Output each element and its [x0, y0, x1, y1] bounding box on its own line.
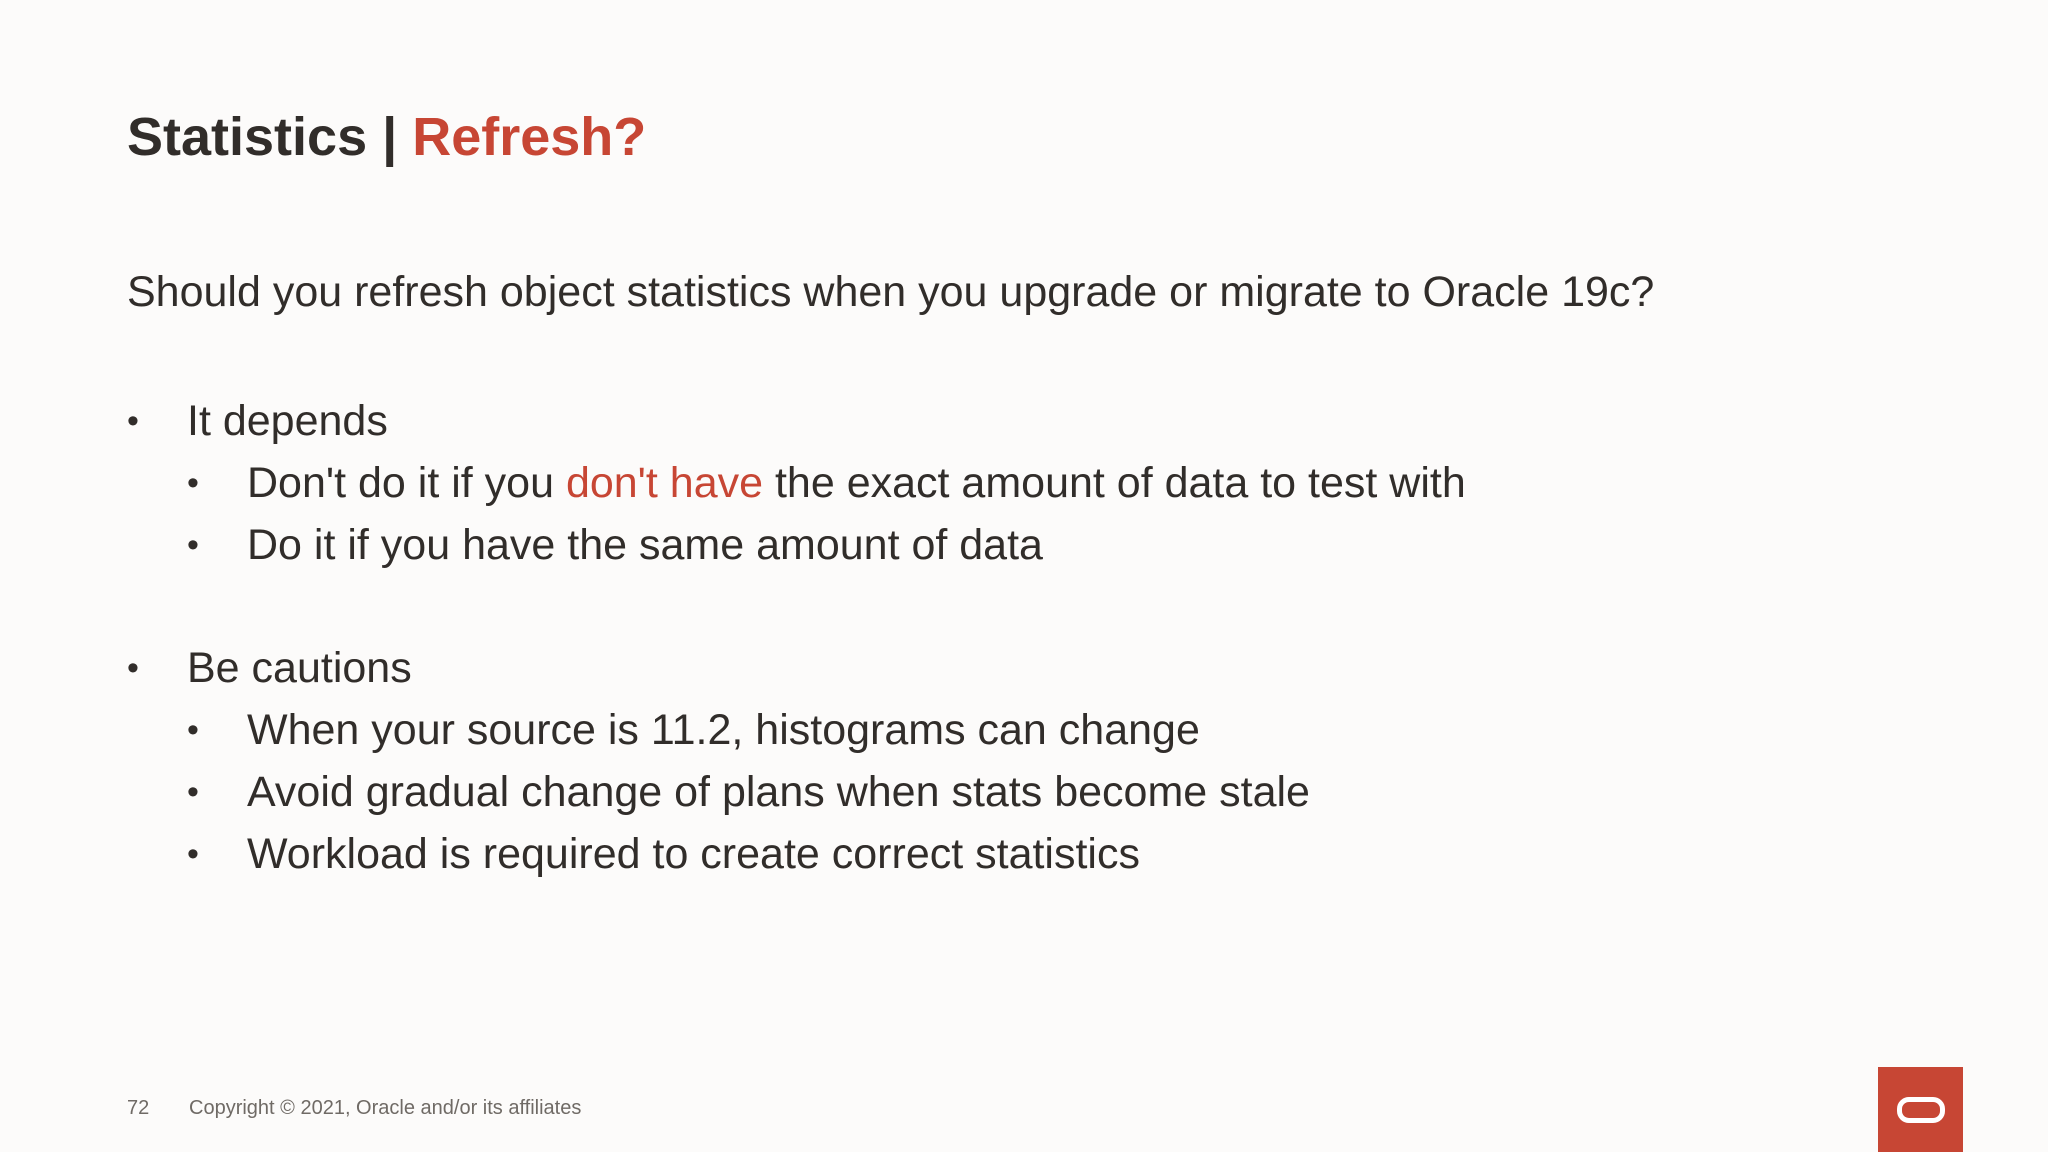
sub-bullet-highlight: don't have — [565, 459, 764, 507]
logo-ring-shape — [1897, 1097, 1945, 1123]
sub-bullet-item — [127, 761, 1466, 823]
sub-bullet-item — [127, 514, 1466, 576]
bullet-item-be-cautions — [127, 637, 1466, 699]
bullet-label: It depends — [187, 397, 388, 445]
bullet-icon: • — [187, 711, 199, 749]
question-text: Should you refresh object statistics when you upgrade or migrate to Oracle 19c? — [127, 268, 1655, 316]
sub-bullet-text: When your source is 11.2, histograms can change — [247, 706, 1200, 754]
bullet-icon: • — [187, 773, 199, 811]
sub-bullet-text: Workload is required to create correct statistics — [247, 830, 1140, 878]
sub-bullet-item — [127, 452, 1466, 514]
slide-title — [127, 108, 646, 167]
bullet-item-it-depends — [127, 390, 1466, 452]
bullet-icon: • — [187, 464, 199, 502]
bullet-icon: • — [187, 526, 199, 564]
sub-bullet-item — [127, 699, 1466, 761]
bullet-icon: • — [187, 835, 199, 873]
sub-bullet-text: Do it if you have the same amount of data — [247, 521, 1043, 569]
bullet-icon: • — [127, 402, 139, 440]
sub-bullet-item — [127, 823, 1466, 885]
copyright-text: Copyright © 2021, Oracle and/or its affiliates — [189, 1097, 582, 1119]
list-spacer — [127, 576, 1466, 637]
oracle-logo-icon — [1878, 1067, 1963, 1152]
page-number: 72 — [127, 1097, 150, 1119]
sub-bullet-text: Avoid gradual change of plans when stats become stale — [247, 768, 1310, 816]
sub-bullet-text-after: the exact amount of data to test with — [763, 459, 1466, 507]
bullet-icon: • — [127, 649, 139, 687]
sub-bullet-text-before: Don't do it if you — [247, 459, 566, 507]
title-accent: Refresh? — [412, 107, 647, 167]
bullet-label: Be cautions — [187, 644, 412, 692]
title-main: Statistics | — [127, 107, 413, 167]
bullet-list — [127, 390, 1466, 885]
